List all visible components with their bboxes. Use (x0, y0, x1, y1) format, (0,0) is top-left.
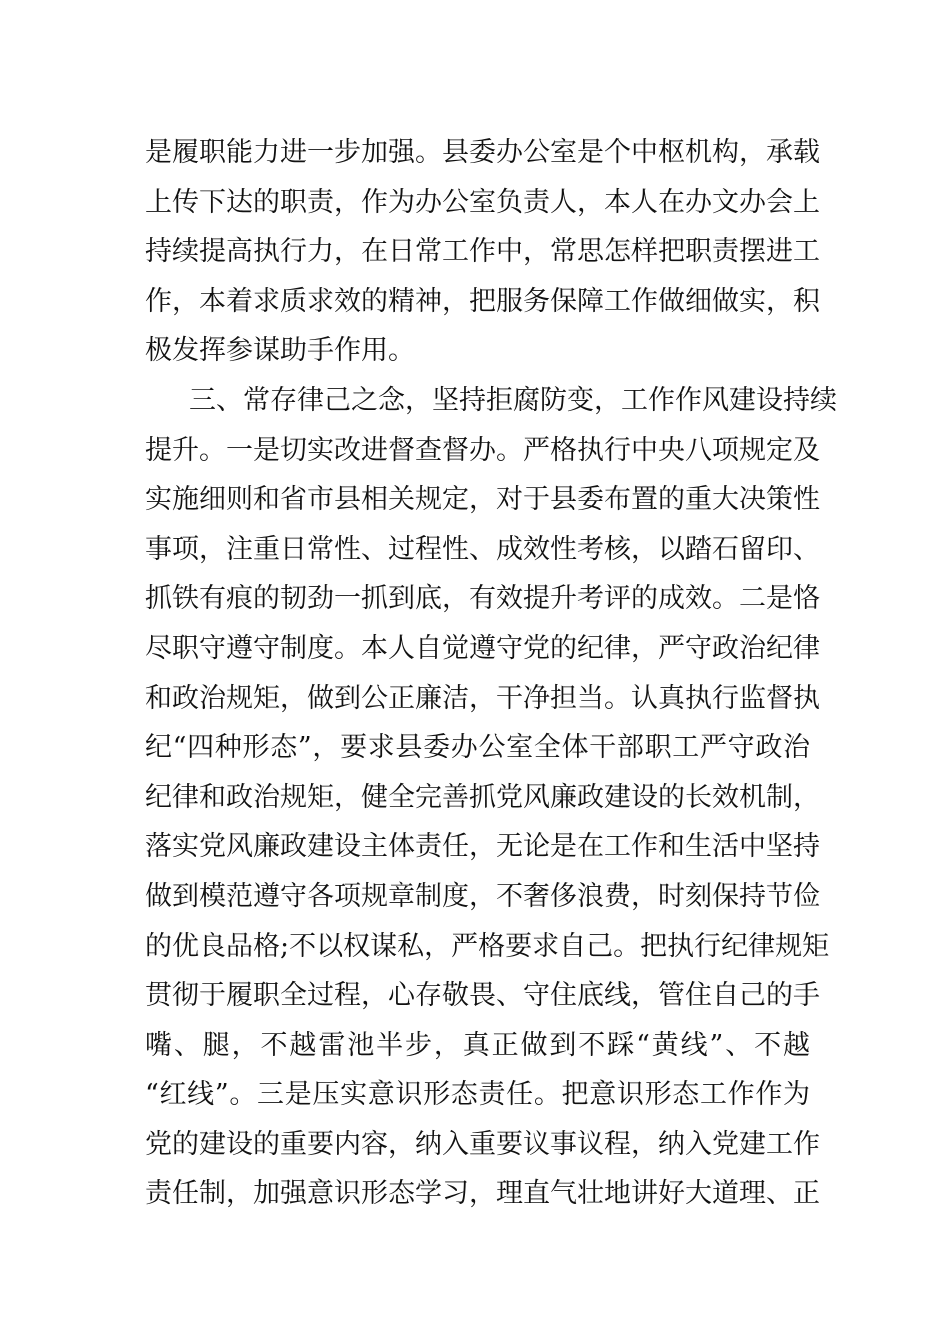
text-line: 的优良品格;不以权谋私，严格要求自己。把执行纪律规矩 (145, 930, 830, 962)
section-heading-line: 三、常存律己之念，坚持拒腐防变，工作作风建设持续 (189, 384, 837, 416)
document-body (145, 128, 837, 1219)
text-line: 上传下达的职责，作为办公室负责人，本人在办文办会上 (145, 186, 820, 218)
text-line: 是履职能力进一步加强。县委办公室是个中枢机构，承载 (145, 137, 820, 168)
text-line: 党的建设的重要内容，纳入重要议事议程，纳入党建工作 (145, 1128, 820, 1160)
text-line: 实施细则和省市县相关规定，对于县委布置的重大决策性 (145, 484, 820, 516)
text-line: “红线”。三是压实意识形态责任。把意识形态工作作为 (145, 1079, 810, 1111)
text-line: 和政治规矩，做到公正廉洁，干净担当。认真执行监督执 (145, 682, 820, 714)
text-line: 纪“四种形态”，要求县委办公室全体干部职工严守政治 (145, 732, 810, 764)
text-line: 纪律和政治规矩，健全完善抓党风廉政建设的长效机制， (145, 781, 820, 813)
text-line: 持续提高执行力，在日常工作中，常思怎样把职责摆进工 (145, 236, 820, 268)
text-line: 落实党风廉政建设主体责任，无论是在工作和生活中坚持 (145, 831, 820, 863)
text-line: 抓铁有痕的韧劲一抓到底，有效提升考评的成效。二是恪 (145, 583, 820, 615)
text-line: 贯彻于履职全过程，心存敬畏、守住底线，管住自己的手 (145, 980, 820, 1012)
text-line: 尽职守遵守制度。本人自觉遵守党的纪律，严守政治纪律 (145, 632, 820, 664)
text-line: 提升。一是切实改进督查督办。严格执行中央八项规定及 (145, 434, 820, 466)
text-line: 嘴、腿，不越雷池半步，真正做到不踩“黄线”、不越 (145, 1029, 810, 1061)
text-line: 做到模范遵守各项规章制度，不奢侈浪费，时刻保持节俭 (145, 880, 820, 912)
text-line: 作，本着求质求效的精神，把服务保障工作做细做实，积 (145, 285, 820, 317)
text-line: 事项，注重日常性、过程性、成效性考核，以踏石留印、 (145, 533, 820, 565)
text-line: 极发挥参谋助手作用。 (145, 335, 415, 367)
text-line: 责任制，加强意识形态学习，理直气壮地讲好大道理、正 (145, 1178, 820, 1210)
